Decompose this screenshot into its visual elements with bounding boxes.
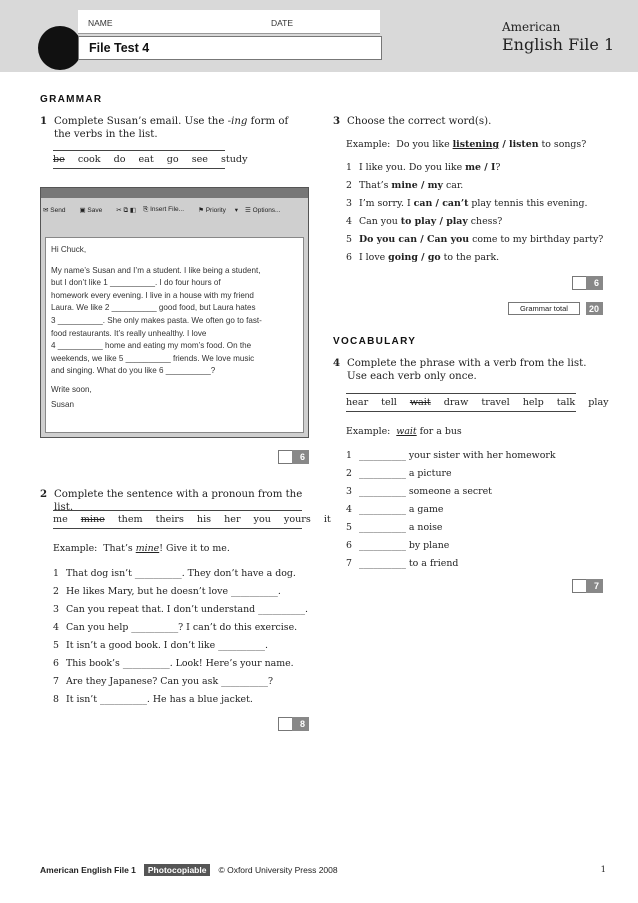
word-item: be (53, 154, 65, 165)
grammar-total-label: Grammar total (508, 302, 580, 315)
ex1-word-list (53, 150, 248, 169)
ex2-item: 6 This book’s __________. Look! Here’s your name. (53, 658, 294, 669)
grammar-total-score: 20 (586, 302, 603, 315)
ex1-instruction: 1 Complete Susan’s email. Use the -ing form of the verbs in the list. (40, 115, 289, 140)
ex4-item: 6 __________ by plane (346, 540, 450, 551)
name-label: NAME (88, 18, 113, 28)
ex4-item: 2 __________ a picture (346, 468, 452, 479)
ex2-word-list (53, 510, 331, 529)
footer-book-title: American English File 1 (40, 865, 136, 875)
photocopiable-badge: Photocopiable (144, 864, 211, 876)
email-line: Laura. We like 2 __________ good food, but Laura hates (51, 303, 256, 313)
cut-copy-icons[interactable]: ✂ ⧉ ◧ (116, 206, 137, 214)
ex4-example: Example: wait for a bus (346, 426, 462, 437)
ex3-instruction: 3 Choose the correct word(s). (333, 115, 492, 127)
save-button[interactable]: ▣ Save (79, 207, 103, 214)
ex4-number: 4 (333, 357, 341, 369)
ex2-item: 2 He likes Mary, but he doesn’t love __________. (53, 586, 281, 597)
ex2-number: 2 (40, 488, 48, 500)
word-item: wait (409, 397, 431, 408)
ex4-item: 1 __________ your sister with her homework (346, 450, 556, 461)
ex2-score: 8 (292, 717, 309, 731)
vocabulary-heading: VOCABULARY (333, 336, 417, 347)
email-signature: Susan (51, 399, 74, 409)
name-date-box (78, 10, 380, 34)
grammar-heading: GRAMMAR (40, 94, 103, 105)
email-toolbar (43, 202, 305, 218)
word-item: yours (283, 514, 311, 525)
word-item: go (166, 154, 179, 165)
page-number: 1 (600, 865, 606, 875)
ex2-item: 8 It isn’t __________. He has a blue jacket. (53, 694, 253, 705)
brand-line-1: American (502, 20, 561, 34)
email-line: and singing. What do you like 6 __________? (51, 366, 216, 376)
ex3-example: Example: Do you like listening / listen to songs? (346, 139, 587, 150)
word-item: do (113, 154, 126, 165)
ex3-item: 5 Do you can / Can you come to my birthday party? (346, 234, 604, 245)
word-item: her (224, 514, 241, 525)
word-item: travel (481, 397, 510, 408)
ex4-item: 5 __________ a noise (346, 522, 443, 533)
word-item: see (191, 154, 208, 165)
ex3-item: 3 I’m sorry. I can / can’t play tennis this evening. (346, 198, 588, 209)
word-item: me (53, 514, 68, 525)
email-window (40, 187, 309, 438)
date-label: DATE (271, 18, 294, 28)
ex4-item: 3 __________ someone a secret (346, 486, 492, 497)
ex2-item: 1 That dog isn’t __________. They don’t have a dog. (53, 568, 296, 579)
insert-file-button[interactable]: ⎘ Insert File... (143, 206, 185, 213)
ex4-score: 7 (586, 579, 603, 593)
ex2-instruction: 2 Complete the sentence with a pronoun from the list. (40, 488, 303, 513)
email-line: My name’s Susan and I’m a student. I like being a student, (51, 265, 261, 275)
ex2-example: Example: That’s mine! Give it to me. (53, 543, 230, 554)
test-title-box (78, 36, 382, 60)
email-signoff: Write soon, (51, 384, 92, 394)
word-item: mine (80, 514, 105, 525)
ex1-number: 1 (40, 115, 48, 127)
header-circle-decoration (38, 26, 82, 70)
page-footer (40, 863, 606, 877)
email-line: food restaurants. It’s really unhealthy. I love (51, 328, 207, 338)
word-item: tell (381, 397, 397, 408)
email-line: weekends, we like 5 __________ friends. We love music (51, 353, 255, 363)
email-line: homework every evening. I live in a house with my friend (51, 290, 254, 300)
word-item: cook (77, 154, 101, 165)
ex3-number: 3 (333, 115, 341, 127)
word-item: draw (443, 397, 469, 408)
word-item: play (588, 397, 609, 408)
test-title: File Test 4 (89, 41, 150, 55)
priority-button[interactable]: ⚑ Priority ▾ (198, 207, 239, 214)
word-item: eat (138, 154, 154, 165)
ex4-item: 7 __________ to a friend (346, 558, 459, 569)
email-greeting: Hi Chuck, (51, 245, 87, 254)
ex2-item: 4 Can you help __________? I can’t do this exercise. (53, 622, 298, 633)
word-item: help (522, 397, 544, 408)
email-line: but I don’t like 1 __________. I do four hours of (51, 278, 221, 288)
ex4-item: 4 __________ a game (346, 504, 444, 515)
email-line: 4 __________ home and eating my mom’s food. On the (51, 341, 252, 351)
ex3-item: 6 I love going / go to the park. (346, 252, 500, 263)
ex1-score: 6 (292, 450, 309, 464)
word-item: it (323, 514, 331, 525)
ex3-item: 2 That’s mine / my car. (346, 180, 464, 191)
word-item: his (196, 514, 212, 525)
ex3-item: 1 I like you. Do you like me / I? (346, 162, 501, 173)
ex2-item: 3 Can you repeat that. I don’t understand __________. (53, 604, 309, 615)
email-body (45, 237, 304, 433)
page-header (0, 0, 638, 72)
email-line: 3 __________. She only makes pasta. We often go to fast- (51, 315, 262, 325)
ex4-word-list (346, 393, 609, 412)
word-item: hear (346, 397, 369, 408)
word-item: you (253, 514, 271, 525)
ex2-item: 7 Are they Japanese? Can you ask __________? (53, 676, 274, 687)
ex4-instruction: 4 Complete the phrase with a verb from the list. Use each verb only once. (333, 357, 587, 382)
ex2-item: 5 It isn’t a good book. I don’t like __________. (53, 640, 268, 651)
word-item: study (220, 154, 248, 165)
footer-copyright: © Oxford University Press 2008 (218, 865, 338, 875)
ex3-score: 6 (586, 276, 603, 290)
brand-line-2: English File 1 (502, 35, 615, 54)
ex3-item: 4 Can you to play / play chess? (346, 216, 503, 227)
email-titlebar (41, 188, 308, 198)
word-item: them (117, 514, 143, 525)
word-item: talk (556, 397, 576, 408)
options-button[interactable]: ☰ Options... (245, 207, 281, 214)
send-button[interactable]: ✉ Send (43, 207, 66, 214)
word-item: theirs (155, 514, 184, 525)
